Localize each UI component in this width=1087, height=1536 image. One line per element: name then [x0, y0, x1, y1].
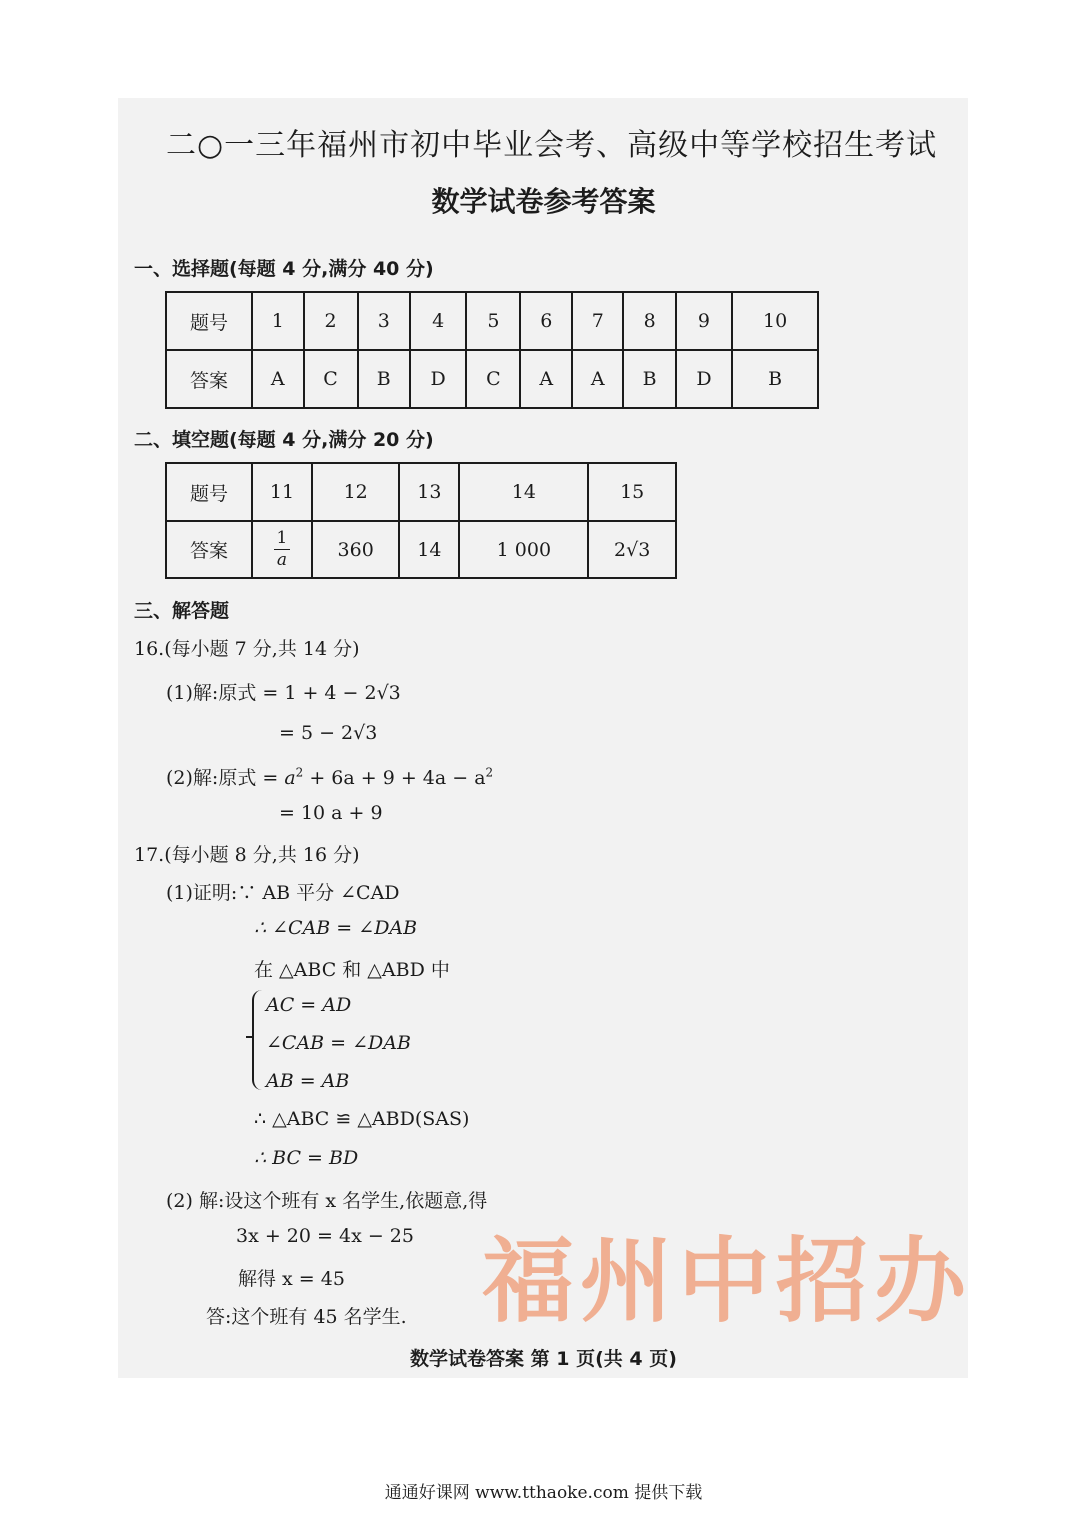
- answer-cell: 360: [312, 521, 400, 578]
- row-label: 答案: [166, 521, 252, 578]
- answer-cell: A: [572, 350, 624, 408]
- page-footer: 数学试卷答案 第 1 页(共 4 页): [410, 1348, 677, 1370]
- q17-part2-line2: 3x + 20 = 4x − 25: [236, 1225, 414, 1247]
- answer-cell: B: [358, 350, 410, 408]
- watermark-stamp: 福州中招办: [482, 1228, 973, 1335]
- q17-proof-line3: 在 △ABC 和 △ABD 中: [254, 959, 450, 981]
- q17-part2-line3: 解得 x = 45: [238, 1268, 345, 1290]
- answer-cell: A: [520, 350, 572, 408]
- question-number: 6: [520, 292, 572, 350]
- question-number: 7: [572, 292, 624, 350]
- document-title: 二○一三年福州市初中毕业会考、高级中等学校招生考试: [166, 128, 938, 163]
- question-number: 5: [466, 292, 520, 350]
- exponent: 2: [295, 765, 304, 780]
- table-row: [166, 463, 676, 521]
- q17-title: 17.(每小题 8 分,共 16 分): [134, 844, 360, 866]
- row-label: 题号: [166, 292, 252, 350]
- table-row: [166, 350, 818, 408]
- q17-proof-line1: (1)证明:∵ AB 平分 ∠CAD: [166, 882, 400, 904]
- row-label: 题号: [166, 463, 252, 521]
- question-number: 10: [732, 292, 818, 350]
- section-heading-fill: 二、填空题(每题 4 分,满分 20 分): [134, 429, 434, 451]
- question-number: 11: [252, 463, 312, 521]
- q17-proof-line7: ∴ △ABC ≌ △ABD(SAS): [254, 1108, 470, 1130]
- exponent: 2: [485, 765, 494, 780]
- q16-part2-middle: + 6a + 9 + 4a − a: [303, 767, 486, 789]
- site-footer: 通通好课网 www.tthaoke.com 提供下载: [384, 1483, 703, 1503]
- q17-condition-3: AB = AB: [266, 1070, 350, 1092]
- question-number: 14: [459, 463, 588, 521]
- document-subtitle: 数学试卷参考答案: [431, 185, 656, 218]
- answer-cell: D: [676, 350, 732, 408]
- fraction: [274, 530, 291, 569]
- section-heading-choice: 一、选择题(每题 4 分,满分 40 分): [134, 258, 434, 280]
- answer-cell: B: [732, 350, 818, 408]
- q16-part1-line2: = 5 − 2√3: [279, 722, 378, 744]
- q17-proof-line8: ∴ BC = BD: [254, 1147, 359, 1169]
- question-number: 1: [252, 292, 304, 350]
- answer-cell: D: [410, 350, 466, 408]
- question-number: 2: [304, 292, 358, 350]
- q16-part2-prefix: (2)解:原式 =: [166, 767, 285, 789]
- q17-condition-2: ∠CAB = ∠DAB: [266, 1032, 411, 1054]
- question-number: 15: [588, 463, 676, 521]
- fraction-denominator: a: [276, 550, 288, 570]
- question-number: 8: [623, 292, 675, 350]
- choice-answer-table: [165, 291, 819, 409]
- answer-cell: C: [304, 350, 358, 408]
- answer-cell-fraction: [252, 521, 312, 578]
- question-number: 13: [399, 463, 459, 521]
- fill-answer-table: [165, 462, 677, 579]
- fraction-numerator: 1: [274, 530, 291, 550]
- answer-cell: C: [466, 350, 520, 408]
- q16-title: 16.(每小题 7 分,共 14 分): [134, 638, 360, 660]
- q17-proof-line2: ∴ ∠CAB = ∠DAB: [254, 917, 418, 939]
- question-number: 3: [358, 292, 410, 350]
- answer-cell: 1 000: [459, 521, 588, 578]
- answer-cell: B: [623, 350, 675, 408]
- table-row: [166, 521, 676, 578]
- table-row: [166, 292, 818, 350]
- question-number: 4: [410, 292, 466, 350]
- section-heading-solutions: 三、解答题: [134, 600, 230, 622]
- q17-part2-line1: (2) 解:设这个班有 x 名学生,依题意,得: [166, 1190, 488, 1212]
- q16-part1-line1: (1)解:原式 = 1 + 4 − 2√3: [166, 682, 401, 704]
- question-number: 9: [676, 292, 732, 350]
- row-label: 答案: [166, 350, 252, 408]
- q17-part2-line4: 答:这个班有 45 名学生.: [206, 1306, 407, 1328]
- answer-cell: A: [252, 350, 304, 408]
- variable-a: a: [284, 767, 296, 789]
- answer-cell: 2√3: [588, 521, 676, 578]
- brace-tip: [246, 1036, 254, 1038]
- q17-condition-1: AC = AD: [266, 994, 352, 1016]
- q16-part2-line1: [166, 763, 493, 790]
- question-number: 12: [312, 463, 400, 521]
- answer-cell: 14: [399, 521, 459, 578]
- q16-part2-line2: = 10 a + 9: [279, 802, 383, 824]
- left-brace-icon: [252, 990, 264, 1090]
